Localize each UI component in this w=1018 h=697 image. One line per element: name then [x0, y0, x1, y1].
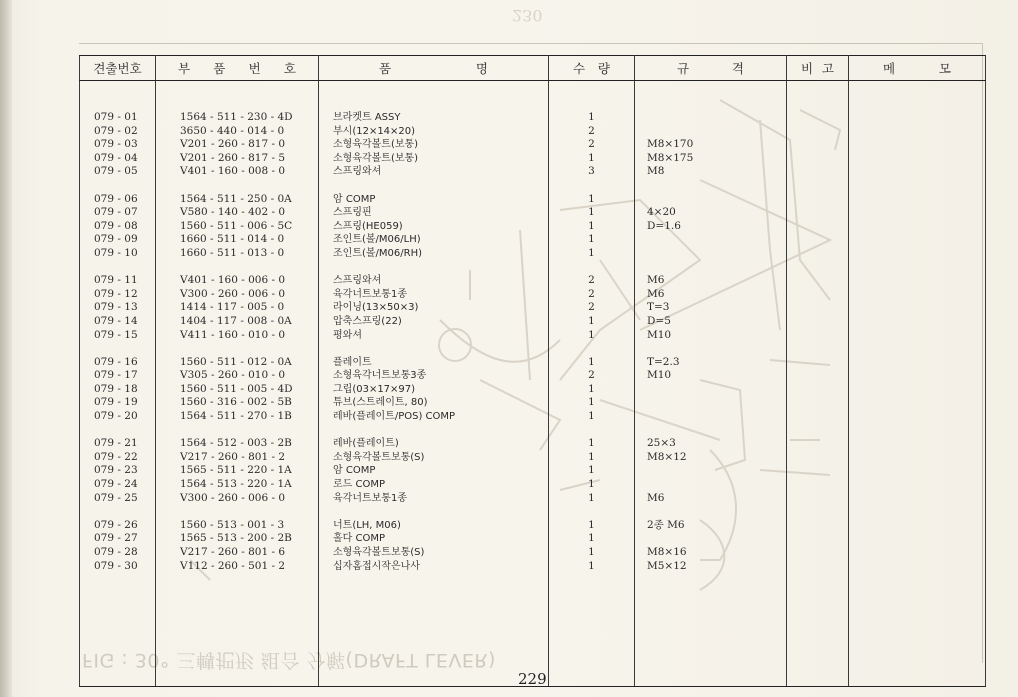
spec-cell: D=5 [647, 314, 671, 327]
qty-cell: 2 [588, 369, 595, 382]
group-spacer [333, 261, 548, 275]
part-no-cell: 079 - 04 [94, 151, 138, 164]
part-no-cell: 079 - 19 [94, 396, 138, 409]
part-number-cell: 1564 - 511 - 250 - 0A [180, 192, 292, 205]
header-remark-char: 비 [801, 61, 814, 76]
header-spec [635, 56, 787, 81]
table-body-row [80, 81, 986, 687]
part-no-cell: 079 - 15 [94, 328, 138, 341]
spec-cell: 4×20 [647, 206, 676, 219]
group-spacer [549, 424, 634, 438]
qty-cell: 1 [588, 233, 595, 246]
bleed-through-figure-caption: FIG : 30° 三轉把形 組合 分解(DRAFT LEVER) [82, 649, 496, 671]
part-no-cell: 079 - 22 [94, 450, 138, 463]
frame-top-rule [79, 43, 982, 44]
column-part-number [156, 81, 319, 687]
qty-cell: 2 [588, 301, 595, 314]
qty-cell: 1 [588, 206, 595, 219]
spec-cell: M8×175 [647, 151, 694, 164]
part-name-cell: 압축스프링(22) [333, 315, 402, 327]
part-number-cell: 1564 - 513 - 220 - 1A [180, 478, 292, 491]
bleed-through-page-number: 230 [512, 6, 543, 25]
group-spacer [180, 424, 318, 438]
qty-cell: 1 [588, 111, 595, 123]
part-name-cell: 레바(플레이트/POS) COMP [333, 411, 456, 423]
group-spacer [333, 179, 548, 193]
column-spec [635, 81, 787, 687]
part-name-cell: 부시(12×14×20) [333, 125, 416, 137]
spec-cell [647, 233, 786, 247]
spec-cell [647, 396, 786, 410]
part-number-cell: V112 - 260 - 501 - 2 [180, 559, 286, 572]
spec-cell: M8×12 [647, 450, 687, 463]
part-number-cell: V217 - 260 - 801 - 2 [180, 450, 286, 463]
part-name-cell: 암 COMP [333, 465, 376, 477]
spec-cell [647, 410, 786, 424]
spec-cell [647, 383, 786, 397]
part-no-cell: 079 - 16 [94, 355, 138, 368]
part-no-cell: 079 - 02 [94, 124, 138, 137]
part-no-cell: 079 - 12 [94, 287, 138, 300]
qty-cell: 1 [588, 246, 595, 259]
part-no-cell: 079 - 09 [94, 233, 138, 246]
column-no [80, 81, 156, 687]
qty-cell: 1 [588, 328, 595, 341]
part-number-cell: 1564 - 511 - 270 - 1B [180, 410, 292, 423]
group-spacer [180, 179, 318, 193]
qty-cell: 1 [588, 151, 595, 164]
table-header-row [80, 56, 986, 81]
part-name-cell: 조인트(볼/M06/LH) [333, 234, 421, 246]
part-name-cell: 레바(플레이트) [333, 438, 399, 450]
spec-cell: M5×12 [647, 559, 687, 572]
part-name-cell: 튜브(스트레이트, 80) [333, 397, 428, 409]
scan-edge-shadow [0, 0, 12, 697]
spec-cell: 25×3 [647, 437, 676, 450]
qty-cell: 1 [588, 464, 595, 477]
qty-cell: 2 [588, 124, 595, 137]
spec-cell [647, 464, 786, 478]
part-name-cell: 육각너트보통1종 [333, 492, 407, 504]
group-spacer [94, 179, 155, 193]
spec-cell: M8×170 [647, 138, 694, 151]
qty-cell: 1 [588, 532, 595, 545]
spec-cell [647, 111, 786, 125]
qty-cell: 1 [588, 382, 595, 395]
part-number-cell: 1564 - 511 - 230 - 4D [180, 111, 293, 123]
spec-cell: T=3 [647, 301, 670, 314]
qty-cell: 1 [588, 518, 595, 531]
part-name-cell: 육각너트보통1종 [333, 288, 407, 300]
header-part-number-char: 호 [283, 61, 296, 76]
part-number-cell: 1404 - 117 - 008 - 0A [180, 314, 292, 327]
spec-cell: T=2.3 [647, 355, 680, 368]
part-no-cell: 079 - 27 [94, 532, 138, 545]
part-name-cell: 소형육각볼트보통(S) [333, 451, 425, 463]
header-name-char: 명 [475, 61, 488, 76]
part-name-cell: 평와셔 [333, 329, 362, 341]
part-name-cell: 브라켓트 ASSY [333, 112, 401, 123]
qty-cell: 1 [588, 410, 595, 423]
part-no-cell: 079 - 03 [94, 138, 138, 151]
group-spacer [549, 505, 634, 519]
part-number-cell: V201 - 260 - 817 - 0 [180, 138, 286, 151]
part-name-cell: 조인트(볼/M06/RH) [333, 247, 423, 259]
part-no-cell: 079 - 28 [94, 546, 138, 558]
part-name-cell: 스프링핀 [333, 207, 372, 219]
header-name [319, 56, 549, 81]
part-no-cell: 079 - 24 [94, 478, 138, 491]
part-no-cell: 079 - 18 [94, 382, 138, 395]
group-spacer [549, 179, 634, 193]
qty-cell: 1 [588, 491, 595, 504]
header-qty-char: 량 [597, 61, 610, 76]
part-name-cell: 스프링와셔 [333, 275, 382, 287]
part-number-cell: V411 - 160 - 010 - 0 [180, 328, 286, 341]
part-no-cell: 079 - 14 [94, 314, 138, 327]
part-number-cell: 1560 - 513 - 001 - 3 [180, 518, 285, 531]
group-spacer [647, 424, 786, 438]
part-number-cell: 1560 - 511 - 006 - 5C [180, 219, 293, 232]
qty-cell: 2 [588, 274, 595, 287]
part-no-cell: 079 - 07 [94, 206, 138, 219]
group-spacer [647, 342, 786, 356]
spec-cell [647, 125, 786, 139]
qty-cell: 1 [588, 192, 595, 205]
part-number-cell: 1560 - 316 - 002 - 5B [180, 396, 292, 409]
part-number-cell: V300 - 260 - 006 - 0 [180, 491, 286, 504]
group-spacer [94, 424, 155, 438]
group-spacer [333, 342, 548, 356]
qty-cell: 1 [588, 478, 595, 491]
part-name-cell: 로드 COMP [333, 479, 386, 491]
spec-cell: M6 [647, 287, 665, 300]
part-no-cell: 079 - 23 [94, 464, 138, 477]
part-no-cell: 079 - 30 [94, 559, 138, 572]
header-part-number-char: 품 [213, 61, 226, 76]
group-spacer [333, 505, 548, 519]
part-number-cell: 1560 - 511 - 012 - 0A [180, 355, 292, 368]
part-no-cell: 079 - 17 [94, 369, 138, 382]
qty-cell: 1 [588, 437, 595, 450]
spec-cell: M6 [647, 491, 665, 504]
group-spacer [647, 179, 786, 193]
spec-cell: 2종 M6 [647, 518, 685, 531]
spec-cell [647, 247, 786, 261]
qty-cell: 1 [588, 559, 595, 572]
part-name-cell: 홀다 COMP [333, 533, 386, 545]
header-qty [549, 56, 635, 81]
part-name-cell: 너트(LH, M06) [333, 519, 401, 531]
part-no-cell: 079 - 13 [94, 301, 138, 314]
qty-cell: 2 [588, 287, 595, 300]
part-number-cell: V201 - 260 - 817 - 5 [180, 151, 286, 164]
part-name-cell: 라이닝(13×50×3) [333, 302, 419, 314]
qty-cell: 1 [588, 219, 595, 232]
group-spacer [94, 505, 155, 519]
page-number: 229 [518, 670, 547, 688]
part-no-cell: 079 - 01 [94, 111, 138, 123]
part-number-cell: 1660 - 511 - 013 - 0 [180, 246, 285, 259]
column-memo [849, 81, 986, 687]
group-spacer [94, 261, 155, 275]
spec-cell [647, 532, 786, 546]
qty-cell: 1 [588, 546, 595, 558]
part-number-cell: V401 - 160 - 008 - 0 [180, 165, 286, 178]
column-qty [549, 81, 635, 687]
spec-cell: M8 [647, 165, 665, 178]
parts-table [79, 55, 986, 687]
part-number-cell: 1414 - 117 - 005 - 0 [180, 301, 285, 314]
qty-cell: 2 [588, 138, 595, 151]
header-memo-char: 모 [938, 61, 951, 76]
qty-cell: 1 [588, 355, 595, 368]
part-name-cell: 십자홈접시작은나사 [333, 560, 420, 572]
spec-cell: M10 [647, 369, 672, 382]
header-part-number [156, 56, 319, 81]
part-number-cell: 3650 - 440 - 014 - 0 [180, 124, 285, 137]
part-name-cell: 소형육각볼트(보통) [333, 139, 419, 151]
spec-cell: D=1.6 [647, 219, 681, 232]
part-number-cell: V401 - 160 - 006 - 0 [180, 274, 286, 287]
part-number-cell: V300 - 260 - 006 - 0 [180, 287, 286, 300]
group-spacer [549, 261, 634, 275]
part-no-cell: 079 - 25 [94, 491, 138, 504]
header-name-char: 품 [379, 61, 392, 76]
column-name [319, 81, 549, 687]
group-spacer [647, 505, 786, 519]
part-name-cell: 소형육각볼트(보통) [333, 152, 419, 164]
header-part-number-char: 번 [248, 61, 261, 76]
group-spacer [94, 342, 155, 356]
spec-cell [647, 478, 786, 492]
header-spec-char: 규 [677, 61, 690, 76]
part-no-cell: 079 - 20 [94, 410, 138, 423]
part-number-cell: 1560 - 511 - 005 - 4D [180, 382, 293, 395]
spec-cell: M10 [647, 328, 672, 341]
header-part-number-char: 부 [178, 61, 191, 76]
part-name-cell: 플레이트 [333, 356, 372, 368]
header-qty-char: 수 [573, 61, 586, 76]
part-name-cell: 스프링와셔 [333, 166, 382, 178]
part-no-cell: 079 - 11 [94, 274, 138, 287]
spec-cell: M8×16 [647, 546, 687, 558]
part-number-cell: V217 - 260 - 801 - 6 [180, 546, 286, 558]
header-memo [849, 56, 986, 81]
part-name-cell: 스프링(HE059) [333, 220, 403, 232]
qty-cell: 1 [588, 396, 595, 409]
qty-cell: 1 [588, 450, 595, 463]
part-number-cell: 1565 - 511 - 220 - 1A [180, 464, 292, 477]
part-number-cell: 1660 - 511 - 014 - 0 [180, 233, 285, 246]
qty-cell: 3 [588, 165, 595, 178]
group-spacer [180, 342, 318, 356]
header-no: 견출번호 [80, 56, 156, 81]
group-spacer [180, 261, 318, 275]
part-no-cell: 079 - 08 [94, 219, 138, 232]
part-no-cell: 079 - 06 [94, 192, 138, 205]
header-remark-char: 고 [821, 61, 834, 76]
qty-cell: 1 [588, 314, 595, 327]
header-remark [787, 56, 849, 81]
part-no-cell: 079 - 26 [94, 518, 138, 531]
part-number-cell: V580 - 140 - 402 - 0 [180, 206, 286, 219]
part-name-cell: 암 COMP [333, 193, 376, 205]
part-no-cell: 079 - 21 [94, 437, 138, 450]
part-number-cell: 1564 - 512 - 003 - 2B [180, 437, 292, 450]
header-spec-char: 격 [731, 61, 744, 76]
spec-cell [647, 193, 786, 207]
part-name-cell: 그립(03×17×97) [333, 383, 416, 395]
column-remark [787, 81, 849, 687]
part-number-cell: V305 - 260 - 010 - 0 [180, 369, 286, 382]
group-spacer [647, 261, 786, 275]
group-spacer [333, 424, 548, 438]
part-no-cell: 079 - 10 [94, 246, 138, 259]
header-memo-char: 메 [883, 61, 896, 76]
part-name-cell: 소형육각너트보통3종 [333, 370, 427, 382]
group-spacer [549, 342, 634, 356]
group-spacer [180, 505, 318, 519]
part-number-cell: 1565 - 513 - 200 - 2B [180, 532, 292, 545]
part-name-cell: 소형육각볼트보통(S) [333, 547, 425, 558]
spec-cell: M6 [647, 274, 665, 287]
part-no-cell: 079 - 05 [94, 165, 138, 178]
